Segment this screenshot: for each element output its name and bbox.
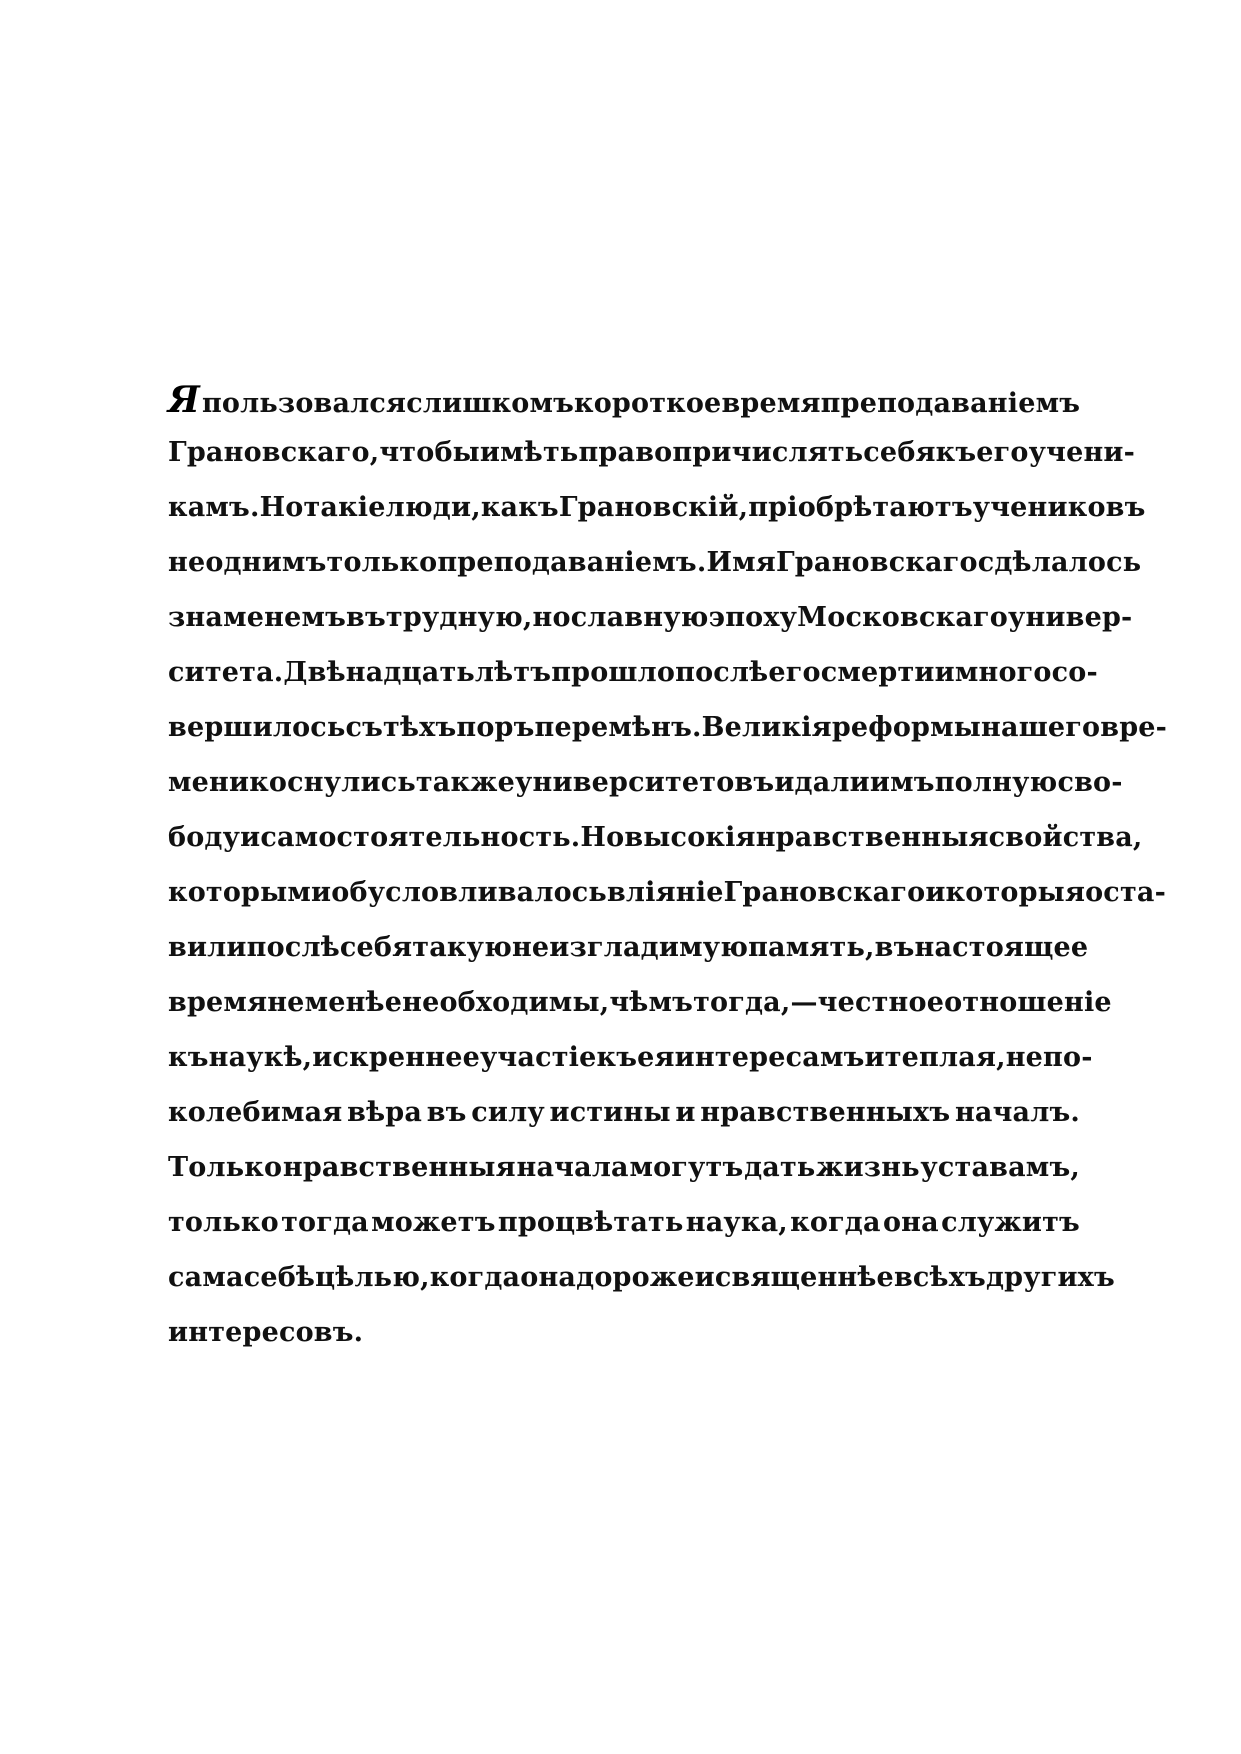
text-line	[168, 547, 1142, 602]
word: пріобрѣтаютъ	[748, 492, 973, 523]
word: время	[721, 388, 821, 419]
word: колебимая	[168, 1097, 343, 1128]
word: Великія	[701, 712, 832, 743]
text-line	[168, 767, 1123, 822]
text-line-last: интересовъ.	[168, 1317, 364, 1348]
word: его	[976, 437, 1029, 468]
text-line	[168, 492, 1146, 547]
word: вліяніе	[606, 877, 724, 908]
word: чтобы	[379, 437, 480, 468]
word: дать	[744, 1152, 816, 1183]
word: которыми	[168, 877, 332, 908]
word: камъ.	[168, 492, 260, 523]
word: могутъ	[629, 1152, 744, 1183]
word: наукѣ,	[208, 1042, 313, 1073]
word: дали	[794, 767, 870, 798]
word: тѣхъ	[383, 712, 457, 743]
word: послѣ	[246, 932, 340, 963]
word: и	[934, 657, 955, 688]
text-line	[168, 657, 1098, 712]
word: нашего	[981, 712, 1101, 743]
word: причислять	[672, 437, 864, 468]
word: эпоху	[708, 602, 798, 633]
word: съ	[345, 712, 384, 743]
word: въ	[346, 602, 386, 633]
word: настоящее	[914, 932, 1089, 963]
word: но	[532, 602, 571, 633]
word: нравственныхъ	[700, 1097, 951, 1128]
word: тогда,	[693, 987, 791, 1018]
word: себя	[339, 932, 413, 963]
word: Имя	[706, 547, 776, 578]
word: оста-	[1085, 877, 1166, 908]
word: началъ.	[954, 1097, 1080, 1128]
word: священнѣе	[714, 1262, 894, 1293]
word: искреннее	[312, 1042, 480, 1073]
word: всѣхъ	[893, 1262, 986, 1293]
word: неизгладимую	[511, 932, 749, 963]
word: Но	[259, 492, 304, 523]
word: вѣра	[347, 1097, 423, 1128]
word: интересамъ	[674, 1042, 865, 1073]
word: не	[267, 987, 305, 1018]
text-line	[168, 712, 1168, 767]
word: и	[864, 1042, 885, 1073]
word: себя	[863, 437, 936, 468]
word: трудную,	[385, 602, 533, 633]
word: участіе	[479, 1042, 597, 1073]
word: такую	[412, 932, 512, 963]
word: право	[578, 437, 673, 468]
word: свойства,	[988, 822, 1143, 853]
word: университетовъ	[515, 767, 775, 798]
word: со-	[1051, 657, 1098, 688]
word: высокія	[624, 822, 756, 853]
word: учени-	[1028, 437, 1136, 468]
word: процвѣтать	[497, 1207, 684, 1238]
drop-cap: Я	[168, 379, 200, 421]
word: вили	[168, 932, 247, 963]
word: Только	[168, 1152, 283, 1183]
word: Грановскій,	[558, 492, 749, 523]
word: боду	[168, 822, 241, 853]
word: непо-	[1005, 1042, 1093, 1073]
word: не	[168, 547, 206, 578]
text-line	[168, 437, 1136, 492]
first-line-start	[168, 379, 407, 421]
word: Грановскаго	[775, 547, 978, 578]
word: время	[168, 987, 268, 1018]
word: люди,	[385, 492, 481, 523]
word: только	[168, 1207, 279, 1238]
word: слишкомъ	[406, 388, 575, 419]
word: преподаваніемъ	[820, 388, 1081, 419]
text-line	[168, 1152, 1080, 1207]
text-line	[168, 932, 1089, 987]
word: много	[954, 657, 1052, 688]
word: знаменемъ	[168, 602, 347, 633]
word: его	[768, 657, 821, 688]
word: Но	[580, 822, 625, 853]
word: перемѣнъ.	[534, 712, 702, 743]
word: такіе	[303, 492, 386, 523]
word: славную	[570, 602, 709, 633]
text-line	[168, 379, 1081, 437]
word: и	[240, 822, 261, 853]
word: Двѣнадцать	[283, 657, 475, 688]
word: лѣтъ	[474, 657, 552, 688]
word: универ-	[1007, 602, 1133, 633]
text-line	[168, 1042, 1093, 1097]
word: ситета.	[168, 657, 284, 688]
word: къ	[935, 437, 977, 468]
word: дороже	[576, 1262, 695, 1293]
text-line	[168, 877, 1166, 932]
word: къ	[168, 1042, 209, 1073]
word: полную	[934, 767, 1058, 798]
word: Грановскаго	[723, 877, 926, 908]
word: и	[675, 1097, 696, 1128]
word: также	[415, 767, 516, 798]
word: какъ	[480, 492, 559, 523]
word: смерти	[820, 657, 935, 688]
text-line	[168, 1097, 1080, 1152]
word: она	[882, 1207, 939, 1238]
word: самостоятельность.	[260, 822, 581, 853]
word: уставамъ,	[920, 1152, 1080, 1183]
word: Грановскаго,	[168, 437, 380, 468]
word: наука,	[685, 1207, 788, 1238]
word: когда	[429, 1262, 521, 1293]
word: вре-	[1100, 712, 1168, 743]
word: которыя	[945, 877, 1086, 908]
word: реформы	[831, 712, 982, 743]
word: память,	[748, 932, 875, 963]
word: истины	[549, 1097, 671, 1128]
word: менѣе	[304, 987, 403, 1018]
word: Московскаго	[797, 602, 1008, 633]
word: въ	[426, 1097, 467, 1128]
word: послѣ	[675, 657, 769, 688]
word: пользовался	[201, 388, 407, 419]
word: можетъ	[371, 1207, 496, 1238]
word: обусловливалось	[331, 877, 607, 908]
word: цѣлью,	[315, 1262, 430, 1293]
word: только	[326, 547, 438, 578]
word: другихъ	[985, 1262, 1115, 1293]
word: ея	[637, 1042, 675, 1073]
word: тогда	[281, 1207, 369, 1238]
word: имъ	[869, 767, 935, 798]
text-line	[168, 1262, 1115, 1317]
word: мени	[168, 767, 250, 798]
body-paragraph	[168, 379, 1168, 1372]
word: служитъ	[941, 1207, 1080, 1238]
word: и	[925, 877, 946, 908]
word: —	[790, 987, 818, 1018]
text-line	[168, 602, 1133, 657]
word: въ	[874, 932, 915, 963]
word: силу	[471, 1097, 545, 1128]
word: сама	[168, 1262, 244, 1293]
word: себѣ	[243, 1262, 316, 1293]
word: вершилось	[168, 712, 346, 743]
word: отношеніе	[944, 987, 1112, 1018]
word: однимъ	[205, 547, 327, 578]
word: къ	[596, 1042, 638, 1073]
word: сдѣлалось	[977, 547, 1142, 578]
word: поръ	[456, 712, 535, 743]
word: теплая,	[884, 1042, 1006, 1073]
text-line	[168, 1207, 1080, 1262]
word: и	[694, 1262, 715, 1293]
word: учениковъ	[972, 492, 1146, 523]
word: прошло	[551, 657, 676, 688]
word: короткое	[574, 388, 722, 419]
word: она	[520, 1262, 577, 1293]
word: честное	[817, 987, 945, 1018]
word: необходимы,	[402, 987, 610, 1018]
word: преподаваніемъ.	[437, 547, 707, 578]
word: коснулись	[249, 767, 416, 798]
word: имѣть	[479, 437, 579, 468]
word: сво-	[1057, 767, 1123, 798]
word: и	[774, 767, 795, 798]
text-line	[168, 822, 1143, 877]
word: когда	[790, 1207, 881, 1238]
word: нравственныя	[282, 1152, 516, 1183]
word: нравственныя	[755, 822, 989, 853]
word: начала	[516, 1152, 629, 1183]
text-line	[168, 987, 1112, 1042]
word: жизнь	[816, 1152, 920, 1183]
word: чѣмъ	[609, 987, 694, 1018]
